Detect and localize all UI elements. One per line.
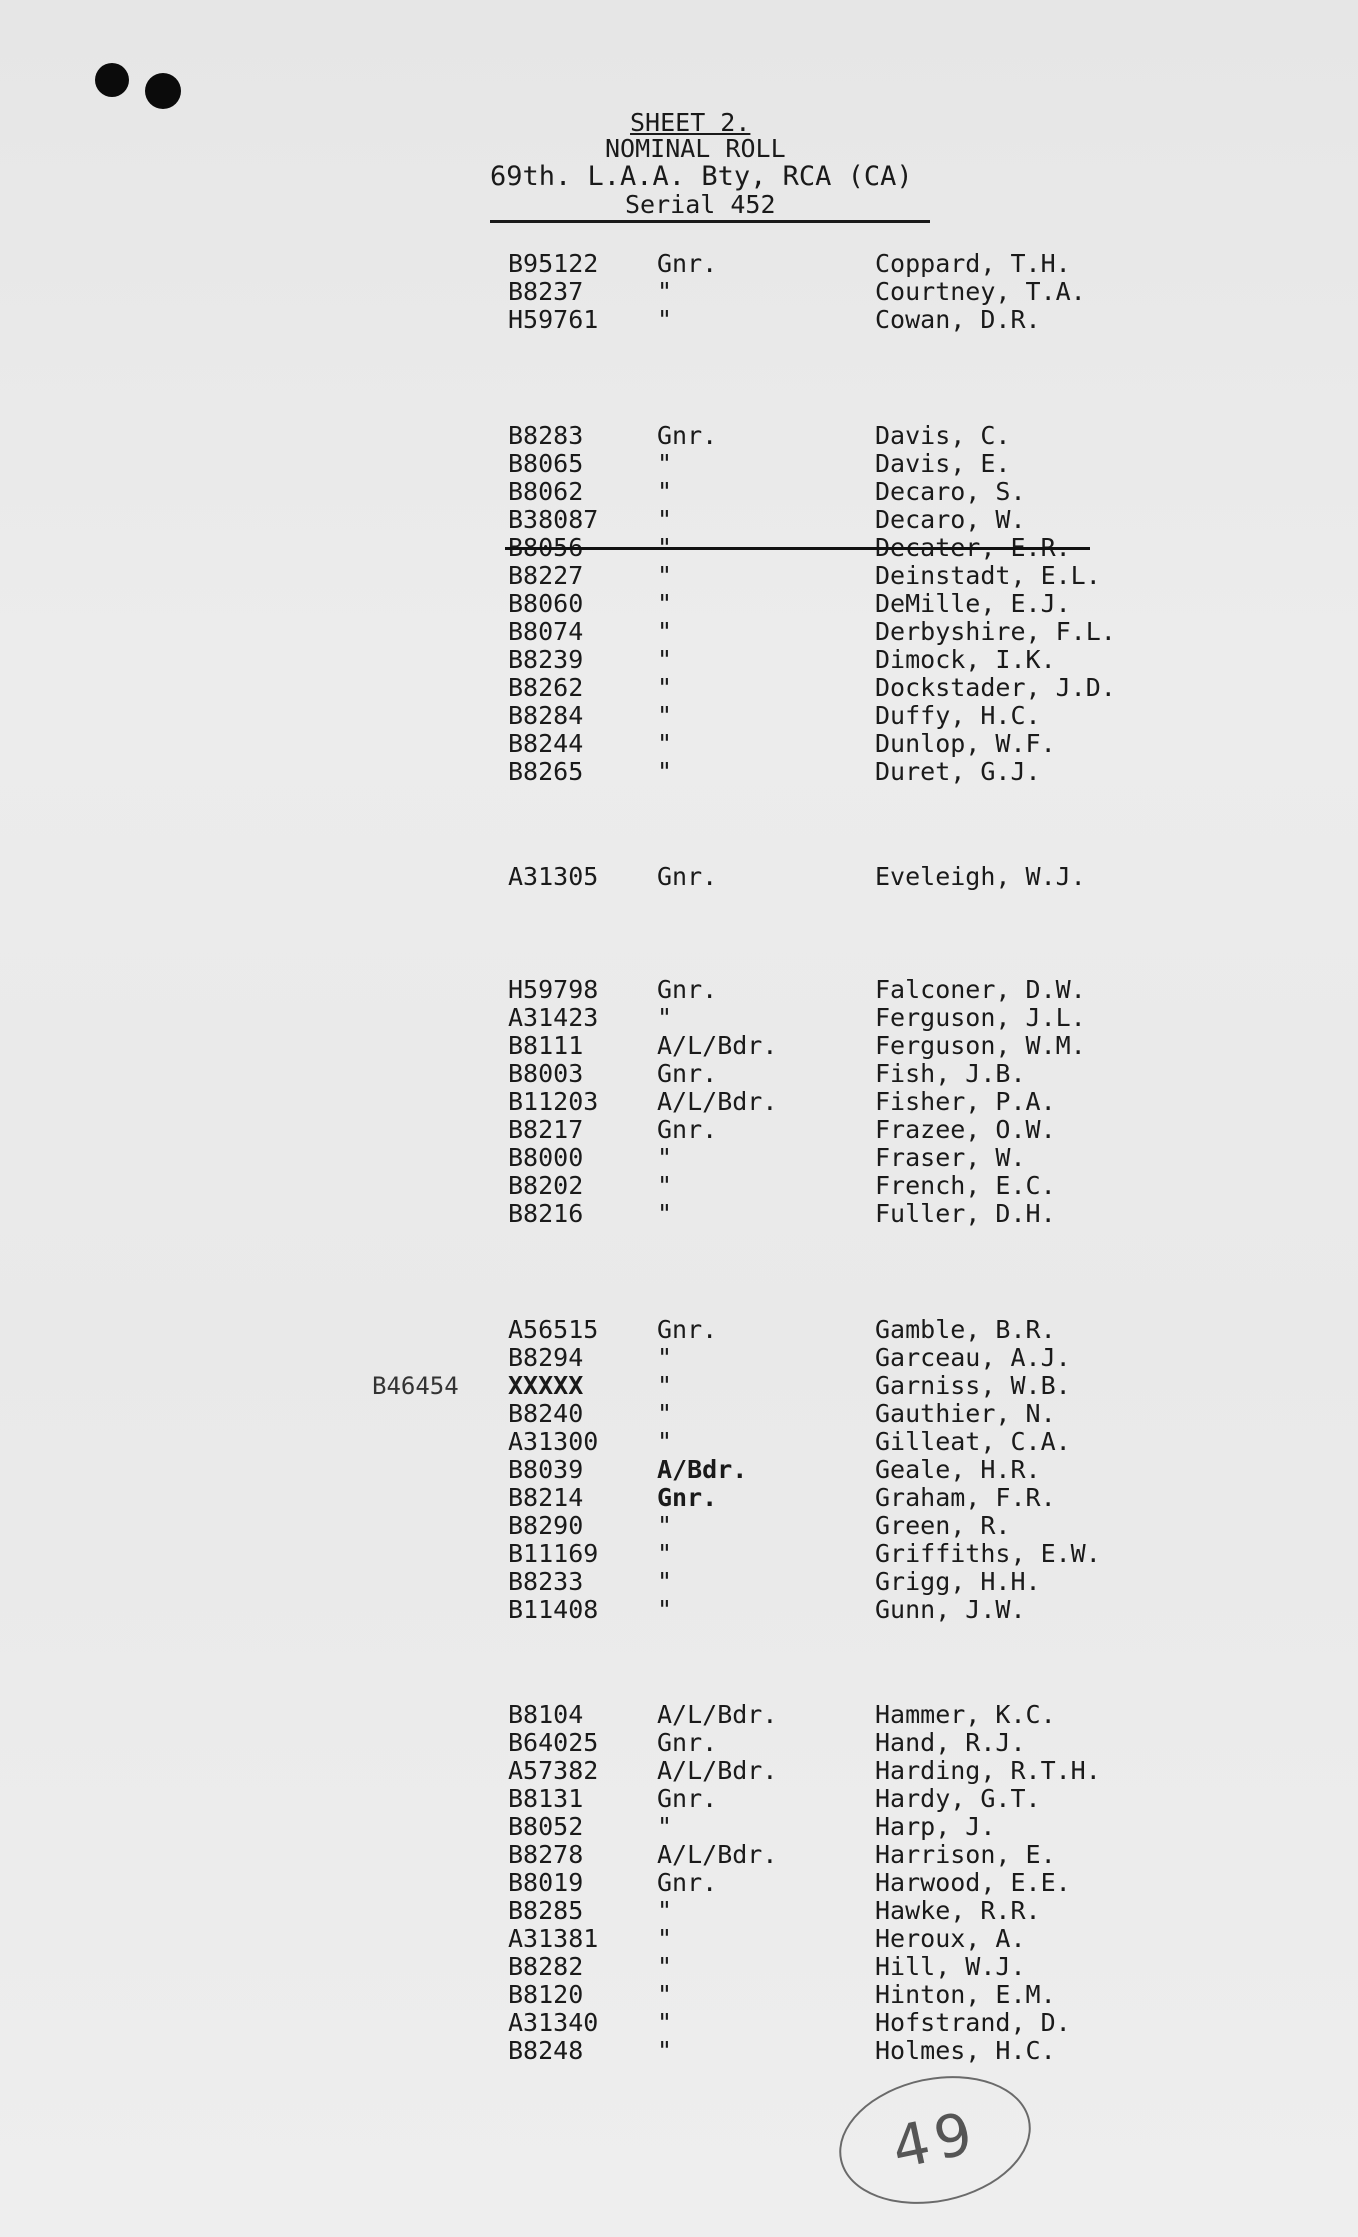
soldier-name: Green, R. (875, 1511, 1011, 1540)
regimental-number: B8052 (508, 1812, 584, 1841)
regimental-number: B8240 (508, 1399, 584, 1428)
regimental-number: B8227 (508, 561, 584, 590)
regimental-number: B8000 (508, 1143, 584, 1172)
regimental-number: B8104 (508, 1700, 584, 1729)
rank: A/L/Bdr. (657, 1031, 778, 1060)
rank: A/Bdr. (657, 1455, 748, 1484)
regimental-number: B8111 (508, 1031, 584, 1060)
soldier-name: Hand, R.J. (875, 1728, 1026, 1757)
regimental-number: H59761 (508, 305, 599, 334)
soldier-name: Derbyshire, F.L. (875, 617, 1116, 646)
regimental-number: B8282 (508, 1952, 584, 1981)
soldier-name: Falconer, D.W. (875, 975, 1086, 1004)
rank: Gnr. (657, 1059, 718, 1088)
regimental-number: A31423 (508, 1003, 599, 1032)
soldier-name: Davis, C. (875, 421, 1011, 450)
regimental-number: B8244 (508, 729, 584, 758)
regimental-number: B8074 (508, 617, 584, 646)
regimental-number: H59798 (508, 975, 599, 1004)
regimental-number: A56515 (508, 1315, 599, 1344)
rank: " (657, 1567, 673, 1596)
soldier-name: Coppard, T.H. (875, 249, 1071, 278)
rank: Gnr. (657, 862, 718, 891)
regimental-number: B11169 (508, 1539, 599, 1568)
rank: " (657, 449, 673, 478)
rank: " (657, 1924, 673, 1953)
regimental-number: B8019 (508, 1868, 584, 1897)
regimental-number: B8202 (508, 1171, 584, 1200)
rank: A/L/Bdr. (657, 1087, 778, 1116)
rank: Gnr. (657, 1315, 718, 1344)
regimental-number: B8294 (508, 1343, 584, 1372)
rank: " (657, 477, 673, 506)
soldier-name: Decater, E.R. (875, 533, 1071, 562)
rank: " (657, 1399, 673, 1428)
rank: " (657, 617, 673, 646)
regimental-number: B8265 (508, 757, 584, 786)
punch-hole (95, 63, 129, 97)
soldier-name: Garniss, W.B. (875, 1371, 1071, 1400)
soldier-name: Fuller, D.H. (875, 1199, 1056, 1228)
rank: Gnr. (657, 1728, 718, 1757)
soldier-name: Fraser, W. (875, 1143, 1026, 1172)
regimental-number: B8233 (508, 1567, 584, 1596)
page-number-stamp (827, 2059, 1043, 2221)
rank: " (657, 533, 673, 562)
soldier-name: Holmes, H.C. (875, 2036, 1056, 2065)
regimental-number: A57382 (508, 1756, 599, 1785)
rank: " (657, 1343, 673, 1372)
soldier-name: Harrison, E. (875, 1840, 1056, 1869)
regimental-number: B8056 (508, 533, 584, 562)
soldier-name: Ferguson, W.M. (875, 1031, 1086, 1060)
soldier-name: Garceau, A.J. (875, 1343, 1071, 1372)
soldier-name: Gilleat, C.A. (875, 1427, 1071, 1456)
soldier-name: Decaro, W. (875, 505, 1026, 534)
rank: " (657, 2036, 673, 2065)
soldier-name: Frazee, O.W. (875, 1115, 1056, 1144)
soldier-name: Eveleigh, W.J. (875, 862, 1086, 891)
rank: " (657, 1427, 673, 1456)
rank: " (657, 1171, 673, 1200)
regimental-number: B8285 (508, 1896, 584, 1925)
soldier-name: Hardy, G.T. (875, 1784, 1041, 1813)
regimental-number: B8217 (508, 1115, 584, 1144)
rank: " (657, 729, 673, 758)
regimental-number: B8131 (508, 1784, 584, 1813)
sheet-label: SHEET 2. (630, 108, 751, 137)
regimental-number: A31340 (508, 2008, 599, 2037)
rank: Gnr. (657, 1784, 718, 1813)
soldier-name: Harp, J. (875, 1812, 996, 1841)
soldier-name: Ferguson, J.L. (875, 1003, 1086, 1032)
rank: " (657, 701, 673, 730)
regimental-number: B11408 (508, 1595, 599, 1624)
regimental-number: B8278 (508, 1840, 584, 1869)
page-number: 49 (885, 2097, 985, 2183)
rank: " (657, 1896, 673, 1925)
rank: " (657, 1199, 673, 1228)
rank: " (657, 505, 673, 534)
regimental-number: B8039 (508, 1455, 584, 1484)
soldier-name: Gunn, J.W. (875, 1595, 1026, 1624)
regimental-number: B8120 (508, 1980, 584, 2009)
soldier-name: Fisher, P.A. (875, 1087, 1056, 1116)
regimental-number: B8283 (508, 421, 584, 450)
regimental-number: B8062 (508, 477, 584, 506)
rank: " (657, 1143, 673, 1172)
rank: Gnr. (657, 249, 718, 278)
regimental-number: B8214 (508, 1483, 584, 1512)
soldier-name: Courtney, T.A. (875, 277, 1086, 306)
regimental-number: B8284 (508, 701, 584, 730)
regimental-number: B8003 (508, 1059, 584, 1088)
regimental-number: B11203 (508, 1087, 599, 1116)
soldier-name: Cowan, D.R. (875, 305, 1041, 334)
rank: " (657, 673, 673, 702)
serial-number: Serial 452 (625, 190, 776, 219)
regimental-number: A31381 (508, 1924, 599, 1953)
regimental-number: B8237 (508, 277, 584, 306)
soldier-name: Harwood, E.E. (875, 1868, 1071, 1897)
soldier-name: Hofstrand, D. (875, 2008, 1071, 2037)
roll-title: NOMINAL ROLL (605, 134, 786, 163)
regimental-number: B64025 (508, 1728, 599, 1757)
rank: " (657, 1003, 673, 1032)
soldier-name: Duret, G.J. (875, 757, 1041, 786)
rank: " (657, 1595, 673, 1624)
soldier-name: Griffiths, E.W. (875, 1539, 1101, 1568)
regimental-number: B8065 (508, 449, 584, 478)
regimental-number: B8290 (508, 1511, 584, 1540)
regimental-number: B38087 (508, 505, 599, 534)
regimental-number: B8216 (508, 1199, 584, 1228)
rank: " (657, 1812, 673, 1841)
rank: " (657, 277, 673, 306)
soldier-name: Gamble, B.R. (875, 1315, 1056, 1344)
soldier-name: Geale, H.R. (875, 1455, 1041, 1484)
soldier-name: Dockstader, J.D. (875, 673, 1116, 702)
soldier-name: Hill, W.J. (875, 1952, 1026, 1981)
rank: A/L/Bdr. (657, 1756, 778, 1785)
header-rule (490, 220, 930, 223)
soldier-name: Fish, J.B. (875, 1059, 1026, 1088)
regimental-number: B8248 (508, 2036, 584, 2065)
regimental-number: A31305 (508, 862, 599, 891)
soldier-name: French, E.C. (875, 1171, 1056, 1200)
rank: A/L/Bdr. (657, 1700, 778, 1729)
rank: " (657, 1980, 673, 2009)
rank: " (657, 561, 673, 590)
rank: " (657, 1539, 673, 1568)
soldier-name: Duffy, H.C. (875, 701, 1041, 730)
rank: " (657, 589, 673, 618)
punch-hole (145, 73, 181, 109)
soldier-name: DeMille, E.J. (875, 589, 1071, 618)
regimental-number: B8239 (508, 645, 584, 674)
unit-name: 69th. L.A.A. Bty, RCA (CA) (490, 161, 913, 192)
soldier-name: Hinton, E.M. (875, 1980, 1056, 2009)
rank: " (657, 645, 673, 674)
rank: " (657, 1952, 673, 1981)
rank: " (657, 305, 673, 334)
regimental-number: B95122 (508, 249, 599, 278)
soldier-name: Dunlop, W.F. (875, 729, 1056, 758)
rank: Gnr. (657, 421, 718, 450)
regimental-number: XXXXX (508, 1371, 584, 1400)
rank: Gnr. (657, 975, 718, 1004)
rank: " (657, 2008, 673, 2037)
soldier-name: Harding, R.T.H. (875, 1756, 1101, 1785)
soldier-name: Gauthier, N. (875, 1399, 1056, 1428)
rank: A/L/Bdr. (657, 1840, 778, 1869)
rank: Gnr. (657, 1115, 718, 1144)
soldier-name: Grigg, H.H. (875, 1567, 1041, 1596)
regimental-number: B8060 (508, 589, 584, 618)
soldier-name: Dimock, I.K. (875, 645, 1056, 674)
regimental-number: A31300 (508, 1427, 599, 1456)
soldier-name: Davis, E. (875, 449, 1011, 478)
soldier-name: Decaro, S. (875, 477, 1026, 506)
rank: " (657, 1511, 673, 1540)
rank: " (657, 757, 673, 786)
soldier-name: Hammer, K.C. (875, 1700, 1056, 1729)
regimental-number: B8262 (508, 673, 584, 702)
soldier-name: Hawke, R.R. (875, 1896, 1041, 1925)
margin-number-note: B46454 (372, 1372, 459, 1400)
soldier-name: Heroux, A. (875, 1924, 1026, 1953)
soldier-name: Graham, F.R. (875, 1483, 1056, 1512)
rank: Gnr. (657, 1483, 718, 1512)
soldier-name: Deinstadt, E.L. (875, 561, 1101, 590)
rank: Gnr. (657, 1868, 718, 1897)
rank: " (657, 1371, 673, 1400)
